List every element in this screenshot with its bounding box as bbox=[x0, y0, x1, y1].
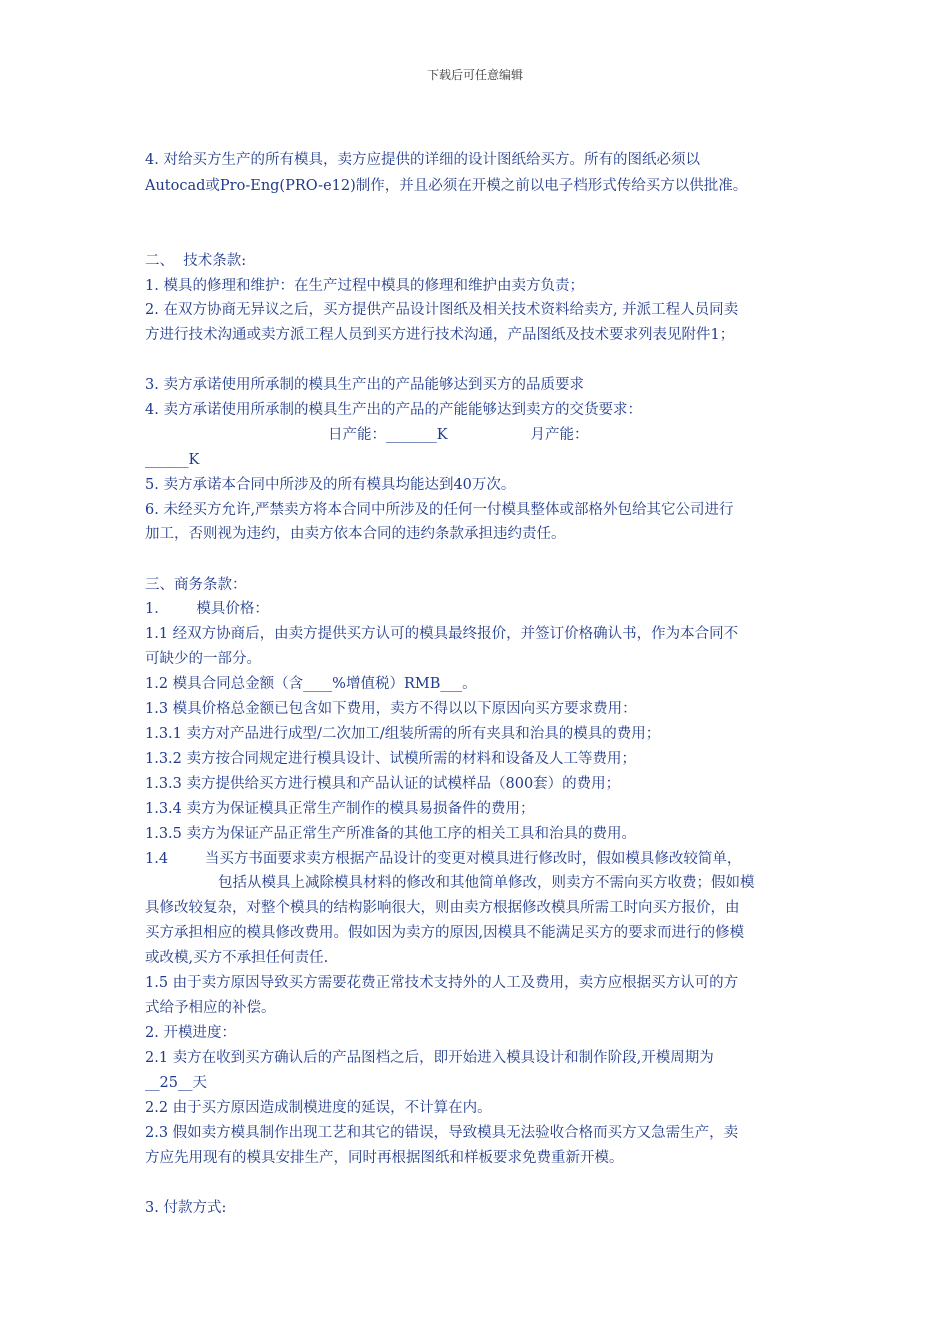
text-line: 2. 开模进度： bbox=[145, 1025, 236, 1041]
text-line: 买方承担相应的模具修改费用。假如因为卖方的原因,因模具不能满足买方的要求而进行的修模 bbox=[145, 925, 745, 941]
text-line: 2. 在双方协商无异议之后，买方提供产品设计图纸及相关技术资料给卖方, 并派工程人员同卖 bbox=[145, 302, 739, 318]
text-line: 1.3 模具价格总金额已包含如下费用，卖方不得以以下原因向买方要求费用： bbox=[145, 701, 637, 717]
section-heading: 三、商务条款： bbox=[145, 577, 247, 593]
text-line: 3. 卖方承诺使用所承制的模具生产出的产品能够达到买方的品质要求 bbox=[145, 377, 584, 393]
text-line: 2.3 假如卖方模具制作出现工艺和其它的错误，导致模具无法验收合格而买方又急需生产，卖 bbox=[145, 1125, 739, 1141]
text-line: 可缺少的一部分。 bbox=[145, 651, 261, 667]
section-heading: 二、 技术条款: bbox=[145, 253, 247, 269]
text-line: 4. 对给买方生产的所有模具，卖方应提供的详细的设计图纸给买方。所有的图纸必须以 bbox=[145, 152, 700, 168]
text-line: Autocad或Pro-Eng(PRO-e12)制作，并且必须在开模之前以电子档形式传给买方以供批准。 bbox=[145, 178, 748, 194]
text-line: 具修改较复杂，对整个模具的结构影响很大，则由卖方根据修改模具所需工时向买方报价，由 bbox=[145, 900, 740, 916]
text-line: ______K bbox=[145, 452, 200, 468]
text-line: 1. 模具的修理和维护：在生产过程中模具的修理和维护由卖方负责； bbox=[145, 278, 584, 294]
text-line: 1.3.2 卖方按合同规定进行模具设计、试模所需的材料和设备及人工等费用； bbox=[145, 751, 637, 767]
page-header: 下载后可任意编辑 bbox=[426, 68, 523, 82]
text-line: 3. 付款方式: bbox=[145, 1200, 227, 1216]
text-line: 5. 卖方承诺本合同中所涉及的所有模具均能达到40万次。 bbox=[145, 477, 516, 493]
text-line: 或改模,买方不承担任何责任. bbox=[145, 950, 329, 966]
text-line: 1.2 模具合同总金额（含____%增值税）RMB___。 bbox=[145, 676, 477, 692]
text-line: 包括从模具上减除模具材料的修改和其他简单修改，则卖方不需向买方收费；假如模 bbox=[218, 875, 755, 891]
text-line: 1.1 经双方协商后，由卖方提供买方认可的模具最终报价，并签订价格确认书，作为本合同不 bbox=[145, 626, 739, 642]
text-line: 方应先用现有的模具安排生产，同时再根据图纸和样板要求免费重新开模。 bbox=[145, 1150, 624, 1166]
text-line: 1.3.3 卖方提供给买方进行模具和产品认证的试模样品（800套）的费用； bbox=[145, 776, 621, 792]
text-line: 1． 模具价格： bbox=[145, 601, 269, 617]
text-line: 2.1 卖方在收到买方确认后的产品图档之后，即开始进入模具设计和制作阶段,开模周期为 bbox=[145, 1050, 714, 1066]
text-line: 1.5 由于卖方原因导致买方需要花费正常技术支持外的人工及费用，卖方应根据买方认可的方 bbox=[145, 975, 739, 991]
text-line: 日产能：_______K 月产能： bbox=[328, 427, 589, 443]
text-line: 1.3.4 卖方为保证模具正常生产制作的模具易损备件的费用； bbox=[145, 801, 535, 817]
text-line: 4. 卖方承诺使用所承制的模具生产出的产品的产能能够达到卖方的交货要求： bbox=[145, 402, 642, 418]
text-line: 1.3.1 卖方对产品进行成型/二次加工/组装所需的所有夹具和治具的模具的费用； bbox=[145, 726, 661, 742]
text-line: 2.2 由于买方原因造成制模进度的延误，不计算在内。 bbox=[145, 1100, 492, 1116]
text-line: 加工，否则视为违约，由卖方依本合同的违约条款承担违约责任。 bbox=[145, 526, 566, 542]
text-line: __25__天 bbox=[145, 1075, 207, 1091]
text-line: 式给予相应的补偿。 bbox=[145, 1000, 276, 1016]
text-line: 方进行技术沟通或卖方派工程人员到买方进行技术沟通，产品图纸及技术要求列表见附件1； bbox=[145, 327, 735, 343]
text-line: 1.4 当买方书面要求卖方根据产品设计的变更对模具进行修改时，假如模具修改较简单， bbox=[145, 851, 742, 867]
text-line: 6. 未经买方允许,严禁卖方将本合同中所涉及的任何一付模具整体或部格外包给其它公司进行 bbox=[145, 502, 734, 518]
text-line: 1.3.5 卖方为保证产品正常生产所准备的其他工序的相关工具和治具的费用。 bbox=[145, 826, 637, 842]
